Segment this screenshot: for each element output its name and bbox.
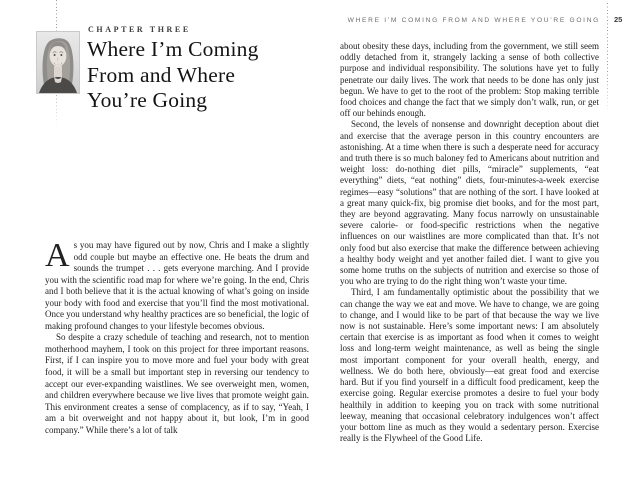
chapter-title-line-2: From and Where (87, 62, 236, 87)
right-page-body (340, 41, 599, 444)
running-header: WHERE I’M COMING FROM AND WHERE YOU’RE GOING (347, 17, 600, 24)
body-paragraph (45, 237, 309, 332)
chapter-title-line-1: Where I’m Coming (87, 37, 259, 61)
chapter-title-line-3: You’re Going (87, 88, 208, 112)
header-dotted-rule (607, 3, 608, 115)
body-paragraph: So despite a crazy schedule of teaching and research, not to mention motherhood mayhem, I took on this project for three important reasons. First, if I can inspire you to move more and fuel your body with great food, it will be a small but important step in reversing our tendency to accept our ever-expanding waistlines. We see overweight men, women, and children everywhere because we live lives that promote weight gain. This environment creates a sense of complacency, as if to say, “Yeah, I am a bit overweight and not happy about it, but look, I’m in good company.” While there’s a lot of talk (45, 332, 309, 435)
body-paragraph: Third, I am fundamentally optimistic about the possibility that we can change the way we eat and move. We have to change, we are going to change, and I would like to be part of that because the way we live now is not sustainable. Here’s some important news: I am absolutely certain that exercise is as important as food when it comes to weight loss and long-term weight maintenance, as well as being the single most important component for your overall health, energy, and wellness. We do both here, obviously—eat great food and exercise hard. But if you find yourself in a difficult food predicament, keep the exercise going. Regular exercise promotes a desire to fuel your body healthily in addition to keeping you on track with some nutritional leeway, meaning that occasional celebratory indulgences won’t affect your bottom line as much as they would a sedentary person. Exercise really is the Flywheel of the Good Life. (340, 287, 599, 444)
author-photo (37, 32, 79, 93)
left-page-body (45, 237, 309, 436)
body-paragraph: about obesity these days, including from the government, we still seem oddly detached from it, strangely lacking a sense of both collective purpose and individual responsibility. The solutions have yet to fully penetrate our daily lives. The work that needs to be done has only just begun. We have to get to the root of the problem: Stop making terrible food choices and change the fact that we simply don’t walk, run, or get off our behinds enough. (340, 41, 599, 119)
chapter-title (87, 37, 259, 114)
drop-cap: A (45, 237, 70, 274)
body-paragraph: Second, the levels of nonsense and downright deception about diet and exercise that the average person in this country encounters are astonishing. At a time when there is such a desperate need for accuracy and truth there is so much baloney fed to Americans about nutrition and weight loss: do-nothing diet pills, “miracle” supplements, “eat everything” diets, “eat nothing” diets, four-minutes-a-week exercise regimes—easy “solutions” that are nothing of the sort. I have looked at a great many quick-fix, big promise diet books, and for the most part, they are beyond aggravating. Many focus narrowly on unsustainable severe calorie- or food-specific restrictions when the negative influences on our waistlines are more complicated than that. It’s not only food but also exercise that make the difference between achieving a healthy body weight and yet another failed diet. I want to give you some home truths on the subjects of nutrition and exercise so those of you who are trying to do the right thing won’t waste your time. (340, 119, 599, 287)
paragraph-text: s you may have figured out by now, Chris and I make a slightly odd couple but maybe an effective one. He beats the drum and sounds the trumpet . . . gets everyone marching. And I provide you with the scientific road map for where we’re going. In the end, Chris and I both believe that it is the actual knowing of what’s going on inside your body with food and exercise that you’ll find the most motivational. Once you understand why healthy practices are so beneficial, the logic of making profound changes to your lifestyle becomes obvious. (45, 240, 309, 331)
chapter-label: CHAPTER THREE (88, 25, 191, 34)
page-number: 25 (614, 15, 623, 24)
